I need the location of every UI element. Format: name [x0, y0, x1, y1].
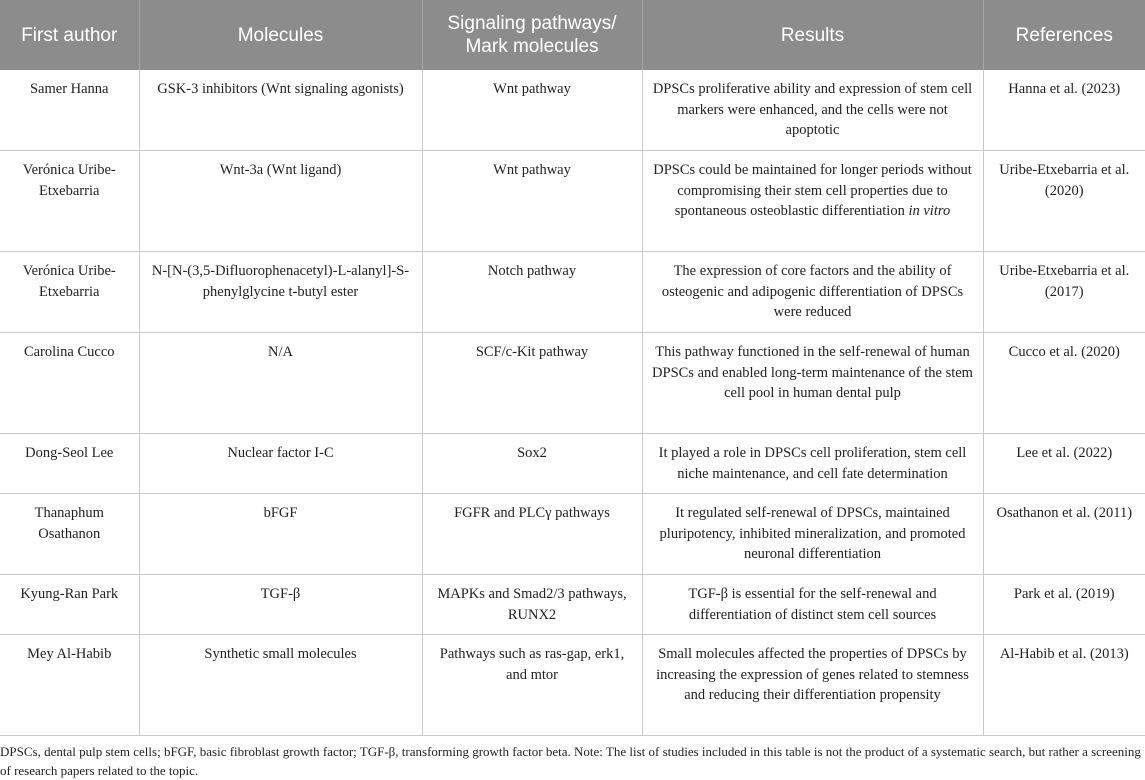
table-row [0, 434, 1145, 494]
header-signaling-line2: Mark molecules [465, 36, 599, 57]
cell-results-text: DPSCs could be maintained for longer periods without compromising their stem cell properties due to spontaneous osteoblastic differentiation [653, 162, 972, 219]
cell-pathway: Notch pathway [422, 252, 642, 333]
cell-reference: Al-Habib et al. (2013) [983, 635, 1145, 736]
cell-molecules: N-[N-(3,5-Difluorophenacetyl)-L-alanyl]-S-phenylglycine t-butyl ester [139, 252, 422, 333]
cell-results: DPSCs proliferative ability and expression of stem cell markers were enhanced, and the cells were not apoptotic [642, 70, 983, 151]
cell-molecules: GSK-3 inhibitors (Wnt signaling agonists) [139, 70, 422, 151]
header-first-author: First author [0, 0, 139, 70]
table-row [0, 70, 1145, 151]
header-signaling-pathways [422, 0, 642, 70]
cell-author: Kyung-Ran Park [0, 575, 139, 635]
cell-molecules: Synthetic small molecules [139, 635, 422, 736]
table-header [0, 0, 1145, 70]
cell-author: Thanaphum Osathanon [0, 494, 139, 575]
cell-molecules: bFGF [139, 494, 422, 575]
header-molecules: Molecules [139, 0, 422, 70]
cell-results: This pathway functioned in the self-renewal of human DPSCs and enabled long-term maintenance of the stem cell pool in human dental pulp [642, 333, 983, 434]
cell-reference: Park et al. (2019) [983, 575, 1145, 635]
cell-reference: Lee et al. (2022) [983, 434, 1145, 494]
cell-pathway: Wnt pathway [422, 151, 642, 252]
cell-results: It played a role in DPSCs cell proliferation, stem cell niche maintenance, and cell fate determination [642, 434, 983, 494]
cell-reference: Osathanon et al. (2011) [983, 494, 1145, 575]
header-references: References [983, 0, 1145, 70]
header-signaling-line1: Signaling pathways/ [447, 13, 617, 34]
table-row [0, 151, 1145, 252]
cell-results: It regulated self-renewal of DPSCs, maintained pluripotency, inhibited mineralization, and promoted neuronal differentiation [642, 494, 983, 575]
table-row [0, 494, 1145, 575]
cell-molecules: TGF-β [139, 575, 422, 635]
cell-results [642, 151, 983, 252]
cell-results-italic: in vitro [908, 203, 951, 219]
cell-pathway: Sox2 [422, 434, 642, 494]
table-row [0, 252, 1145, 333]
cell-pathway: MAPKs and Smad2/3 pathways, RUNX2 [422, 575, 642, 635]
cell-author: Samer Hanna [0, 70, 139, 151]
cell-author: Verónica Uribe-Etxebarria [0, 252, 139, 333]
cell-author: Dong-Seol Lee [0, 434, 139, 494]
cell-author: Mey Al-Habib [0, 635, 139, 736]
cell-reference: Uribe-Etxebarria et al. (2017) [983, 252, 1145, 333]
cell-results: Small molecules affected the properties of DPSCs by increasing the expression of genes related to stemness and reducing their differentiation propensity [642, 635, 983, 736]
table-row [0, 575, 1145, 635]
table-row [0, 333, 1145, 434]
cell-pathway: FGFR and PLCγ pathways [422, 494, 642, 575]
cell-results: The expression of core factors and the ability of osteogenic and adipogenic differentiation of DPSCs were reduced [642, 252, 983, 333]
cell-author: Verónica Uribe-Etxebarria [0, 151, 139, 252]
cell-results: TGF-β is essential for the self-renewal and differentiation of distinct stem cell sources [642, 575, 983, 635]
table-footnote: DPSCs, dental pulp stem cells; bFGF, basic fibroblast growth factor; TGF-β, transforming growth factor beta. Note: The list of studies included in this table is not the product of a systematic search, but rather a screening of research papers related to the topic. [0, 744, 1141, 778]
cell-reference: Cucco et al. (2020) [983, 333, 1145, 434]
cell-molecules: N/A [139, 333, 422, 434]
header-results: Results [642, 0, 983, 70]
cell-pathway: Wnt pathway [422, 70, 642, 151]
cell-author: Carolina Cucco [0, 333, 139, 434]
cell-reference: Uribe-Etxebarria et al. (2020) [983, 151, 1145, 252]
cell-reference: Hanna et al. (2023) [983, 70, 1145, 151]
table-row [0, 635, 1145, 736]
cell-pathway: Pathways such as ras-gap, erk1, and mtor [422, 635, 642, 736]
cell-molecules: Wnt-3a (Wnt ligand) [139, 151, 422, 252]
cell-pathway: SCF/c-Kit pathway [422, 333, 642, 434]
cell-molecules: Nuclear factor I-C [139, 434, 422, 494]
